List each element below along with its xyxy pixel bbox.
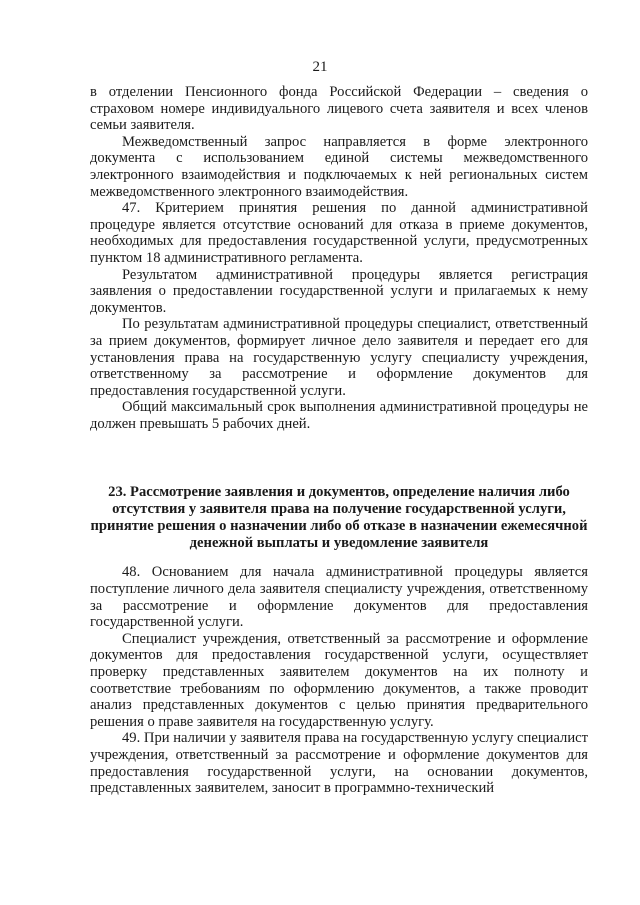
paragraph-interagency-request: Межведомственный запрос направляется в форме электронного документа с использованием единой системы межведомственного электронного взаимодействия и подключаемых к ней региональных систем межведомственного электронного взаимодействия. <box>90 133 588 200</box>
paragraph-item-47: 47. Критерием принятия решения по данной административной процедуре является отсутствие оснований для отказа в приеме документов, необходимых для предоставления государственной услуги, предусмотренных пунктом 18 административного регламента. <box>90 200 588 266</box>
paragraph-personal-file: По результатам административной процедуры специалист, ответственный за прием документов, формирует личное дело заявителя и передает его для установления права на государственную услугу специалисту учреждения, ответственному за рассмотрение и оформление документов для предоставления государственной услуги. <box>90 316 588 399</box>
page-number: 21 <box>312 59 328 75</box>
paragraph-item-48: 48. Основанием для начала административной процедуры является поступление личного дела заявителя специалисту учреждения, ответственному за рассмотрение и оформление документов для предоставления государственной услуги. <box>90 564 588 631</box>
section-heading-23: 23. Рассмотрение заявления и документов, определение наличия либо отсутствия у заявителя права на получение государственной услуги, принятие решения о назначении либо об отказе в назначении ежемесячной денежной выплаты и уведомление заявителя <box>90 484 588 552</box>
page-content <box>90 84 588 797</box>
paragraph-max-term: Общий максимальный срок выполнения административной процедуры не должен превышать 5 рабочих дней. <box>90 399 588 432</box>
paragraph-specialist-check: Специалист учреждения, ответственный за рассмотрение и оформление документов для предоставления государственной услуги, осуществляет проверку представленных заявителем документов на их полноту и соответствие требованиям по оформлению документов, а также проводит анализ представленных документов с целью принятия предварительного решения о праве заявителя на государственную услугу. <box>90 630 588 730</box>
paragraph-pfr-snils: в отделении Пенсионного фонда Российской Федерации – сведения о страховом номере индивидуального лицевого счета заявителя и всех членов семьи заявителя. <box>90 84 588 134</box>
paragraph-item-49: 49. При наличии у заявителя права на государственную услугу специалист учреждения, ответственный за рассмотрение и оформление документов для предоставления государственной услуги, на основании документов, представленных заявителем, заносит в программно-технический <box>90 730 588 797</box>
paragraph-result: Результатом административной процедуры является регистрация заявления о предоставлении государственной услуги и прилагаемых к нему документов. <box>90 266 588 316</box>
